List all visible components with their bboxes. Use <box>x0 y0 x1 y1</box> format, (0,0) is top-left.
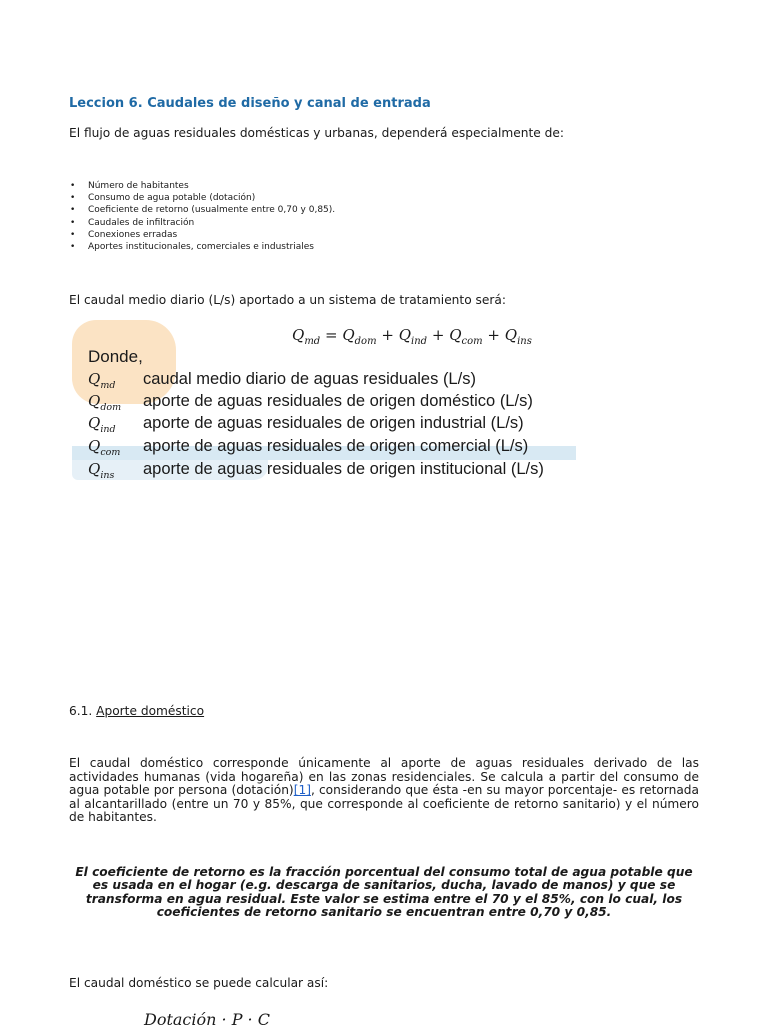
intro-text: El flujo de aguas residuales domésticas y urbanas, dependerá especialmente de: <box>69 126 564 140</box>
definition-symbol: $Q_{dom}$ <box>88 392 122 413</box>
factor-list <box>70 180 335 253</box>
definition-symbol: $Q_{com}$ <box>88 437 121 458</box>
list-item: • Número de habitantes <box>70 180 335 192</box>
list-item: • Conexiones erradas <box>70 229 335 241</box>
definition-symbol: $Q_{ins}$ <box>88 460 115 481</box>
section-title: 6.1. Aporte doméstico <box>69 704 205 718</box>
definition-symbol: $Q_{ind}$ <box>88 414 116 435</box>
dotation-formula: Dotación · P · C <box>144 1010 270 1029</box>
list-item: • Consumo de agua potable (dotación) <box>70 192 335 204</box>
calc-intro-text: El caudal doméstico se puede calcular así: <box>69 976 329 990</box>
definition-text: caudal medio diario de aguas residuales (L/s) <box>143 370 476 388</box>
lesson-heading: Leccion 6. Caudales de diseño y canal de entrada <box>69 96 431 111</box>
list-item: • Aportes institucionales, comerciales e industriales <box>70 241 335 253</box>
definition-text: aporte de aguas residuales de origen industrial (L/s) <box>143 414 524 432</box>
formula-image <box>72 320 578 488</box>
definition-text: aporte de aguas residuales de origen institucional (L/s) <box>143 460 544 478</box>
list-item: • Coeficiente de retorno (usualmente entre 0,70 y 0,85). <box>70 204 335 216</box>
main-equation: $Q_{md} = Q_{dom} + Q_{ind} + Q_{com} + Q_{ins}$ <box>292 326 532 347</box>
definition-symbol: $Q_{md}$ <box>88 370 116 391</box>
domestic-paragraph: El caudal doméstico corresponde únicamente al aporte de aguas residuales derivado de las actividades humanas (vida hogareña) en las zonas residenciales. Se calcula a partir del consumo de agua potable por persona (dotación)[1], considerando que ésta -en su mayor porcentaje- es retornada al alcantarillado (entre un 70 y 85%, que corresponde al coeficiente de retorno sanitario) y el número de habitantes. <box>69 756 699 825</box>
donde-label: Donde, <box>88 347 143 366</box>
footnote-link[interactable]: [1] <box>293 783 311 798</box>
list-item: • Caudales de infiltración <box>70 217 335 229</box>
definition-text: aporte de aguas residuales de origen comercial (L/s) <box>143 437 529 455</box>
caudal-intro-text: El caudal medio diario (L/s) aportado a un sistema de tratamiento será: <box>69 293 506 307</box>
definition-text: aporte de aguas residuales de origen doméstico (L/s) <box>143 392 533 410</box>
callout-text: El coeficiente de retorno es la fracción porcentual del consumo total de agua potable que es usada en el hogar (e.g. descarga de sanitarios, ducha, lavado de manos) y que se transforma en agua residual. Este valor se estima entre el 70 y el 85%, con lo cual, los coeficientes de retorno sanitario se encuentran entre 0,70 y 0,85. <box>75 865 693 920</box>
